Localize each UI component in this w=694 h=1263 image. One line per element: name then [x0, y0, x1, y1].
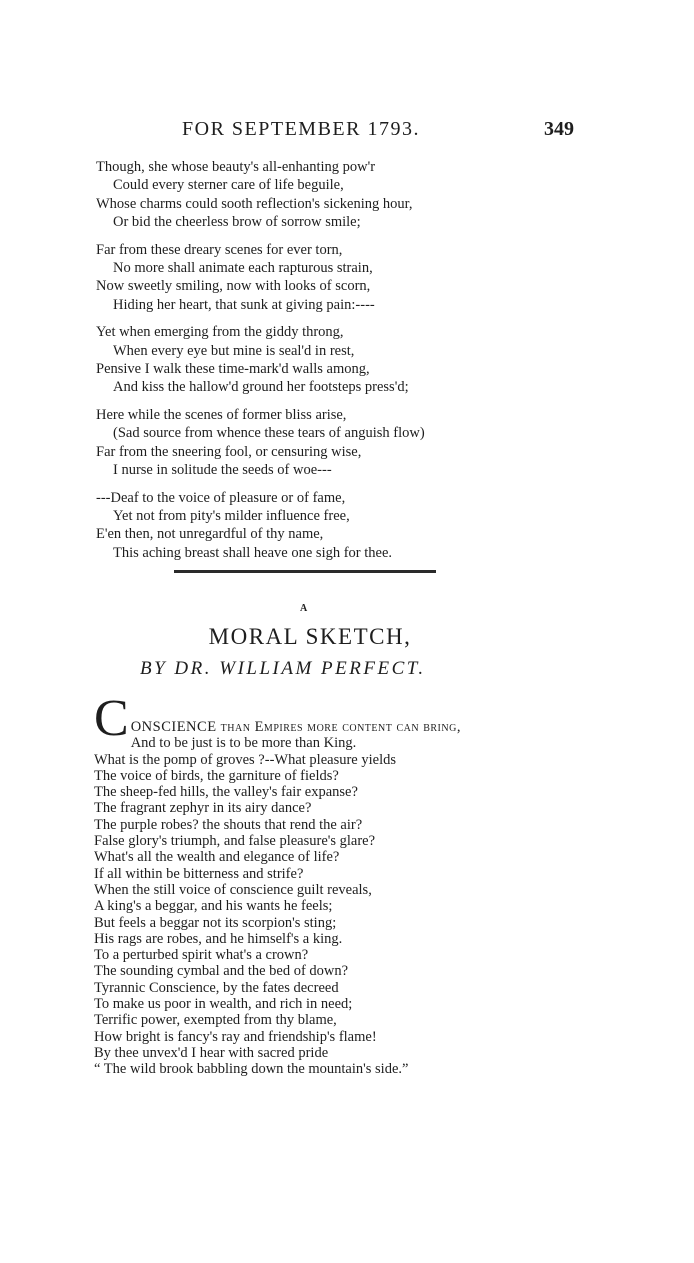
poem-line: E'en then, not unregardful of thy name,	[96, 526, 324, 543]
poem-line: Hiding her heart, that sunk at giving pain:----	[113, 296, 375, 313]
first-line-text: ONSCIENCE than Empires more content can bring,	[130, 719, 461, 735]
poem-line: And kiss the hallow'd ground her footsteps press'd;	[113, 379, 409, 396]
stanza-5	[96, 489, 556, 563]
poem-line: I nurse in solitude the seeds of woe---	[113, 462, 332, 479]
poem-line: Far from these dreary scenes for ever torn,	[96, 241, 343, 258]
stanza-3	[96, 323, 556, 397]
poem-line: To make us poor in wealth, and rich in need;	[94, 996, 353, 1013]
running-head: FOR SEPTEMBER 1793.	[182, 118, 420, 140]
poem-line: The sounding cymbal and the bed of down?	[94, 963, 349, 980]
poem-line: A king's a beggar, and his wants he feels;	[94, 898, 333, 915]
poem-line: Terrific power, exempted from thy blame,	[94, 1012, 337, 1029]
poem-line: Here while the scenes of former bliss arise,	[96, 406, 347, 423]
poem-line: (Sad source from whence these tears of anguish flow)	[113, 425, 425, 442]
poem-line: To a perturbed spirit what's a crown?	[94, 947, 309, 964]
poem-line: Whose charms could sooth reflection's sickening hour,	[96, 195, 413, 212]
poem-line: When the still voice of conscience guilt reveals,	[94, 881, 372, 898]
poem-line: The sheep-fed hills, the valley's fair expanse?	[94, 784, 358, 801]
article-byline: BY DR. WILLIAM PERFECT.	[140, 658, 426, 679]
poem-line: Yet when emerging from the giddy throng,	[96, 324, 344, 341]
poem-line: What is the pomp of groves ?--What pleasure yields	[94, 751, 396, 768]
stanza-2	[96, 241, 556, 315]
poem-line: By thee unvex'd I hear with sacred pride	[94, 1044, 329, 1061]
poem-line: And to be just is to be more than King.	[130, 735, 357, 752]
poem-line: Or bid the cheerless brow of sorrow smile;	[113, 214, 361, 231]
article-title: MORAL SKETCH,	[208, 624, 412, 649]
poem-line: Though, she whose beauty's all-enhanting pow'r	[96, 159, 376, 175]
poem-line: What's all the wealth and elegance of life?	[94, 849, 340, 866]
poem-line: This aching breast shall heave one sigh for thee.	[113, 544, 393, 561]
stanza-1	[96, 158, 556, 232]
poem-line: How bright is fancy's ray and friendship's flame!	[94, 1028, 377, 1045]
poem-line: The voice of birds, the garniture of fields?	[94, 767, 339, 784]
poem-line: If all within be bitterness and strife?	[94, 865, 304, 882]
poem-line: But feels a beggar not its scorpion's sting;	[94, 914, 337, 931]
poem-line: Could every sterner care of life beguile,	[113, 177, 344, 194]
poem-line: Tyrannic Conscience, by the fates decreed	[94, 979, 339, 996]
poem-line	[94, 699, 554, 735]
poem-line: “ The wild brook babbling down the mountain's side.”	[94, 1061, 409, 1078]
drop-cap: C	[94, 690, 129, 747]
poem	[96, 158, 556, 571]
section-divider	[174, 570, 436, 573]
poem-line: The fragrant zephyr in its airy dance?	[94, 800, 312, 817]
poem-line: False glory's triumph, and false pleasure's glare?	[94, 833, 376, 850]
poem-line: ---Deaf to the voice of pleasure or of fame,	[96, 489, 346, 506]
article-word: A	[300, 603, 308, 614]
moral-sketch-poem	[94, 690, 554, 1078]
poem-line: Far from the sneering fool, or censuring wise,	[96, 443, 362, 460]
poem-line: No more shall animate each rapturous strain,	[113, 260, 373, 277]
poem-line: Now sweetly smiling, now with looks of scorn,	[96, 278, 371, 295]
poem-line: The purple robes? the shouts that rend the air?	[94, 816, 363, 833]
poem-line: Pensive I walk these time-mark'd walls among,	[96, 361, 370, 378]
poem-line: Yet not from pity's milder influence free,	[113, 507, 350, 524]
poem-line: His rags are robes, and he himself's a king.	[94, 930, 343, 947]
stanza-4	[96, 406, 556, 480]
poem-line: When every eye but mine is seal'd in rest,	[113, 342, 355, 359]
page-number: 349	[544, 118, 574, 140]
